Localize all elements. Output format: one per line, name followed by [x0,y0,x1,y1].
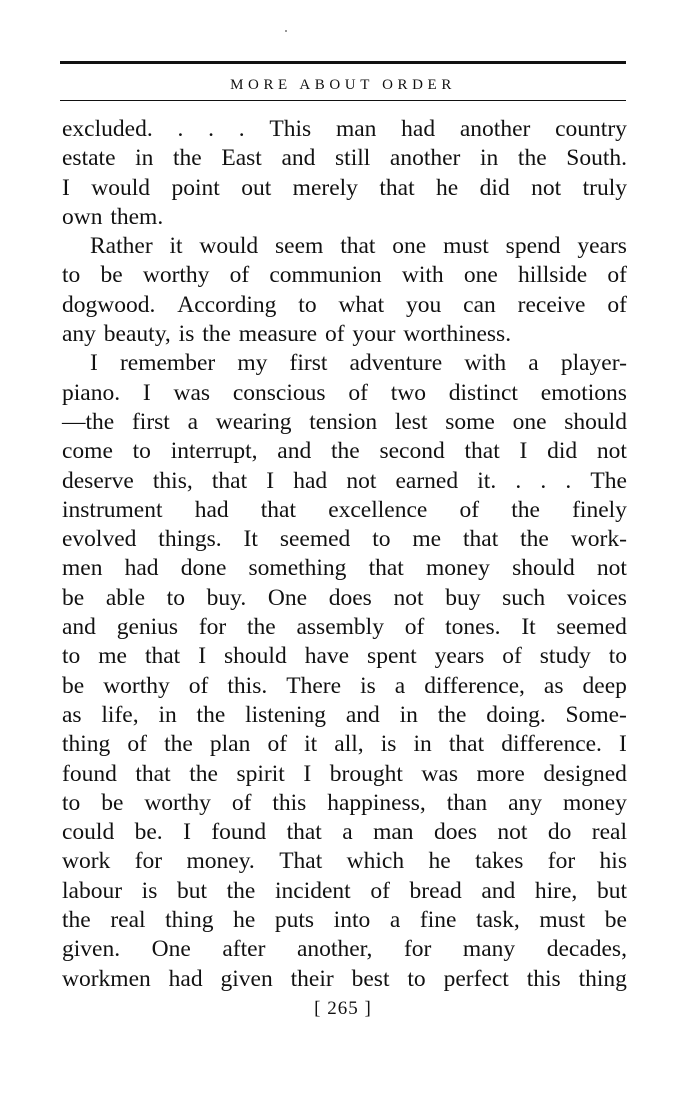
page-number: [ 265 ] [314,998,372,1019]
running-head: MORE ABOUT ORDER [230,77,456,93]
text-line: any beauty, is the measure of your worthiness. [62,321,512,348]
text-line: own them. [62,203,164,230]
text-line: found that the spirit I brought was more designed [62,760,627,787]
text-line: come to interrupt, and the second that I did not [62,438,627,465]
text-line: be able to buy. One does not buy such voices [62,584,627,611]
body-text [62,115,627,994]
text-line: men had done something that money should not [62,555,627,582]
top-rule [60,61,626,64]
text-line: to be worthy of communion with one hillside of [62,262,627,289]
text-line: Rather it would seem that one must spend years [90,233,627,260]
text-line: be worthy of this. There is a difference, as deep [62,672,627,699]
text-line: workmen had given their best to perfect this thing [62,965,627,992]
text-line: thing of the plan of it all, is in that difference. I [62,731,627,758]
text-line: dogwood. According to what you can receive of [62,291,627,318]
text-line: excluded. . . . This man had another country [62,116,627,142]
text-line: as life, in the listening and in the doing. Some- [62,701,627,728]
text-line: deserve this, that I had not earned it. . . . The [62,467,627,494]
text-line: to be worthy of this happiness, than any money [62,789,627,816]
text-line: the real thing he puts into a fine task, must be [62,907,627,934]
text-line: estate in the East and still another in the South. [62,145,627,172]
text-line: and genius for the assembly of tones. It seemed [62,614,627,641]
text-line: to me that I should have spent years of study to [62,643,627,670]
text-line: instrument had that excellence of the finely [62,496,627,523]
text-line: evolved things. It seemed to me that the work- [62,526,627,553]
text-line: I would point out merely that he did not truly [62,174,627,201]
text-line: labour is but the incident of bread and hire, but [62,877,627,904]
text-line: —the first a wearing tension lest some one should [62,408,627,435]
header-rule [60,100,626,101]
text-line: could be. I found that a man does not do real [62,819,627,846]
text-line: I remember my first adventure with a player- [90,350,627,377]
text-line: piano. I was conscious of two distinct emotions [62,379,627,406]
text-line: work for money. That which he takes for his [62,848,627,875]
text-line: given. One after another, for many decades, [62,936,627,963]
stray-ink-mark [285,30,287,32]
